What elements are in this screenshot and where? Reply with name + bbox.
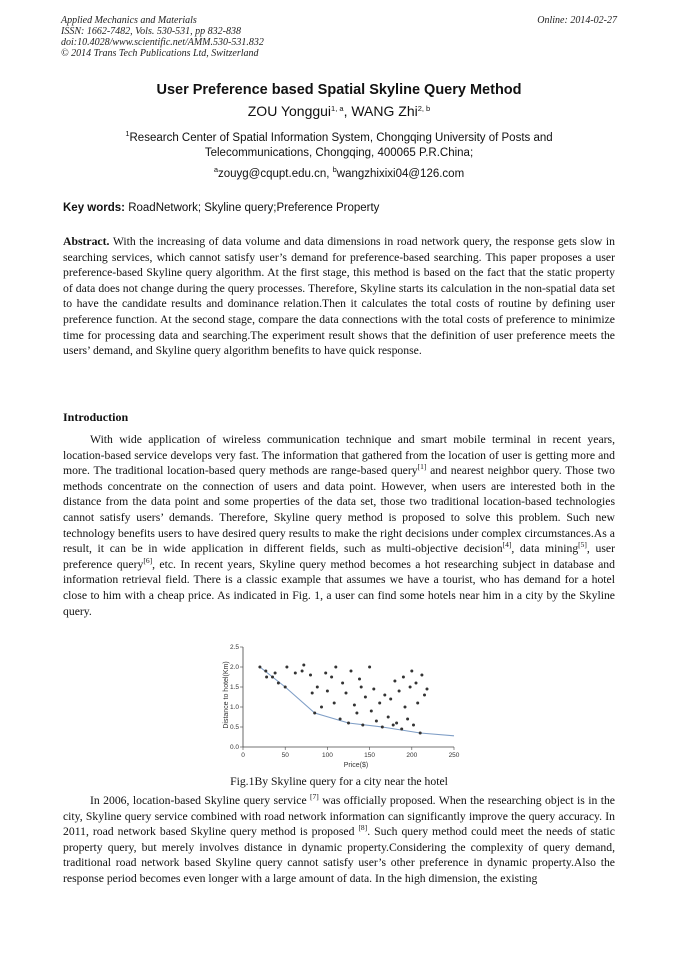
citation-ref: [8] (358, 823, 368, 833)
x-tick-label: 50 (281, 752, 289, 759)
data-point (372, 688, 375, 691)
data-point (294, 672, 297, 675)
data-point (345, 692, 348, 695)
data-point (423, 694, 426, 697)
email-sup: b (332, 165, 337, 174)
data-point (416, 702, 419, 705)
data-point (324, 672, 327, 675)
y-tick-label: 2.5 (229, 644, 239, 652)
author-line (0, 103, 678, 119)
data-point (375, 720, 378, 723)
body-text: . Such query method could meet the needs of static property query, but merely involves distance in dynamic property.Considering the complexity of query demand, traditional road network based Skyline query cannot satisfy user’s other preference in dynamic property.Also the response period becomes even longer with a large amount of data. In the high dimension, the existing (63, 825, 615, 885)
email-sup: a (213, 165, 218, 174)
data-point (264, 670, 267, 673)
x-tick-label: 250 (448, 752, 460, 759)
copyright-line: © 2014 Trans Tech Publications Ltd, Switzerland (61, 48, 259, 59)
data-point (334, 666, 337, 669)
data-point (383, 694, 386, 697)
y-tick-label: 2.0 (229, 664, 239, 672)
email-link[interactable]: zouyg@cqupt.edu.cn (218, 168, 327, 180)
intro-text: With wide application of wireless communication technique and smart mobile terminal in recent years, location-based service develops very fast. The information that gathered from the location of user is getting more and more. The traditional location-based query methods are range-based query (63, 433, 615, 478)
author-sup: 2, b (417, 104, 431, 113)
data-point (301, 670, 304, 673)
data-point (360, 686, 363, 689)
x-tick-label: 100 (321, 752, 333, 759)
data-point (277, 682, 280, 685)
x-tick-label: 0 (241, 752, 245, 759)
data-point (258, 666, 261, 669)
citation-ref: [1] (417, 462, 427, 472)
data-point (378, 702, 381, 705)
affiliation-sup: 1 (125, 129, 130, 138)
abstract (63, 234, 615, 359)
data-point (392, 724, 395, 727)
figure-caption: Fig.1By Skyline query for a city near the hotel (230, 775, 448, 788)
intro-text: , data mining (511, 542, 579, 556)
online-date: Online: 2014-02-27 (537, 15, 617, 26)
data-point (302, 664, 305, 667)
data-point (420, 674, 423, 677)
citation-ref: [4] (502, 540, 512, 550)
data-point (265, 676, 268, 679)
body-text: In 2006, location-based Skyline query service (90, 794, 311, 807)
author-sup: 1, a (331, 104, 344, 113)
data-point (409, 686, 412, 689)
y-axis-label: Distance to hotel(Km) (223, 661, 230, 729)
introduction-paragraph (63, 432, 615, 619)
data-point (333, 702, 336, 705)
body-paragraph (63, 793, 615, 887)
data-point (389, 698, 392, 701)
intro-text: and nearest neighbor query. Those two methods concentrate on the connection of users and data point. However, when users are interested both in the distance from the data point and some properties of the data set, those two traditional location-based technologies cannot satisfy users’ demands. Therefore, Skyline query method is proposed to solve this problem. Such new technology benefits users to have desired query results to make the right decisions under complex circumstances.As a result, it can be in wide application in different fields, such as multi-objective decision (63, 464, 616, 556)
paper-title: User Preference based Spatial Skyline Query Method (156, 82, 522, 98)
data-point (285, 666, 288, 669)
data-point (400, 728, 403, 731)
data-point (410, 670, 413, 673)
x-axis-label: Price($) (343, 762, 369, 769)
email-link[interactable]: wangzhixixi04@126.com (336, 168, 465, 180)
data-point (320, 706, 323, 709)
data-point (395, 722, 398, 725)
journal-name: Applied Mechanics and Materials (61, 15, 197, 26)
data-point (370, 710, 373, 713)
data-point (364, 696, 367, 699)
data-point (355, 712, 358, 715)
author-name: ZOU Yonggui (247, 103, 332, 119)
data-point (313, 712, 316, 715)
data-point (419, 732, 422, 735)
data-point (274, 672, 277, 675)
issn-line: ISSN: 1662-7482, Vols. 530-531, pp 832-838 (61, 26, 241, 37)
data-point (406, 718, 409, 721)
citation-ref: [7] (310, 792, 319, 801)
body-text: was officially proposed. When the researching object is in the city, Skyline query service combined with road network information can significantly improve the query accuracy. In 2011, road network based Skyline query method is proposed (63, 794, 615, 839)
email-line (0, 165, 678, 180)
affiliation-text: Research Center of Spatial Information System, Chongqing University of Posts and Telecommunications, Chongqing, 400065 P.R.China; (129, 132, 553, 159)
doi-line: doi:10.4028/www.scientific.net/AMM.530-531.832 (61, 37, 264, 48)
data-point (426, 688, 429, 691)
section-heading-introduction: Introduction (63, 410, 129, 424)
journal-header (61, 15, 617, 59)
citation-ref: [6] (143, 555, 153, 565)
data-point (404, 706, 407, 709)
data-point (350, 670, 353, 673)
data-point (398, 690, 401, 693)
data-point (368, 666, 371, 669)
data-point (271, 676, 274, 679)
skyline-scatter-chart (218, 641, 464, 771)
keywords-label: Key words: (63, 202, 125, 214)
skyline-line (260, 667, 454, 736)
keywords-text: RoadNetwork; Skyline query;Preference Property (128, 202, 380, 214)
email-separator: , (326, 168, 333, 180)
data-point (353, 704, 356, 707)
data-point (358, 678, 361, 681)
abstract-label: Abstract. (63, 235, 110, 248)
data-point (381, 726, 384, 729)
y-tick-label: 0.0 (229, 744, 239, 752)
data-point (309, 674, 312, 677)
y-tick-label: 1.0 (229, 704, 239, 712)
data-point (316, 686, 319, 689)
data-point (326, 690, 329, 693)
x-tick-label: 150 (364, 752, 376, 759)
author-separator: , (343, 103, 352, 119)
data-point (412, 724, 415, 727)
keywords (63, 202, 615, 214)
author-name: WANG Zhi (351, 103, 418, 119)
data-point (415, 682, 418, 685)
citation-ref: [5] (578, 540, 587, 550)
intro-text: , etc. In recent years, Skyline query method becomes a hot researching subject in database and information retrieval field. There is a classic example that assumes we have a tourist, who has demand for a hotel close to him with a cheap price. As indicated in Fig. 1, a user can find some hotels near him in a city by the Skyline query. (63, 557, 615, 618)
data-point (341, 682, 344, 685)
data-point (311, 692, 314, 695)
data-point (402, 676, 405, 679)
data-point (361, 724, 364, 727)
data-point (330, 676, 333, 679)
data-point (284, 686, 287, 689)
affiliation (90, 131, 588, 161)
data-point (393, 680, 396, 683)
abstract-text: With the increasing of data volume and data dimensions in road network query, the response gets slow in searching services, which cannot satisfy user’s demand for preference-based searching. This paper proposes a user preference-based Skyline query algorithm. At the first stage, this method is based on the fact that the static property of data does not change during the query processes. Therefore, Skyline starts its calculation in the non-spatial data set to have the candidate results and dominance relation.Then it calculates the total costs of routine by defining user preference function. At the second stage, compare the data connections with the total costs of preference to minimize time for processing data and searching.The experiment result shows that the definition of user preference meets the users’ demand, and Skyline query algorithm benefits to have quick response. (63, 235, 615, 358)
data-point (387, 716, 390, 719)
x-tick-label: 200 (406, 752, 418, 759)
data-point (339, 718, 342, 721)
y-tick-label: 1.5 (229, 684, 239, 692)
data-point (347, 722, 350, 725)
intro-text: , user preference query (63, 542, 615, 571)
y-tick-label: 0.5 (229, 724, 239, 732)
